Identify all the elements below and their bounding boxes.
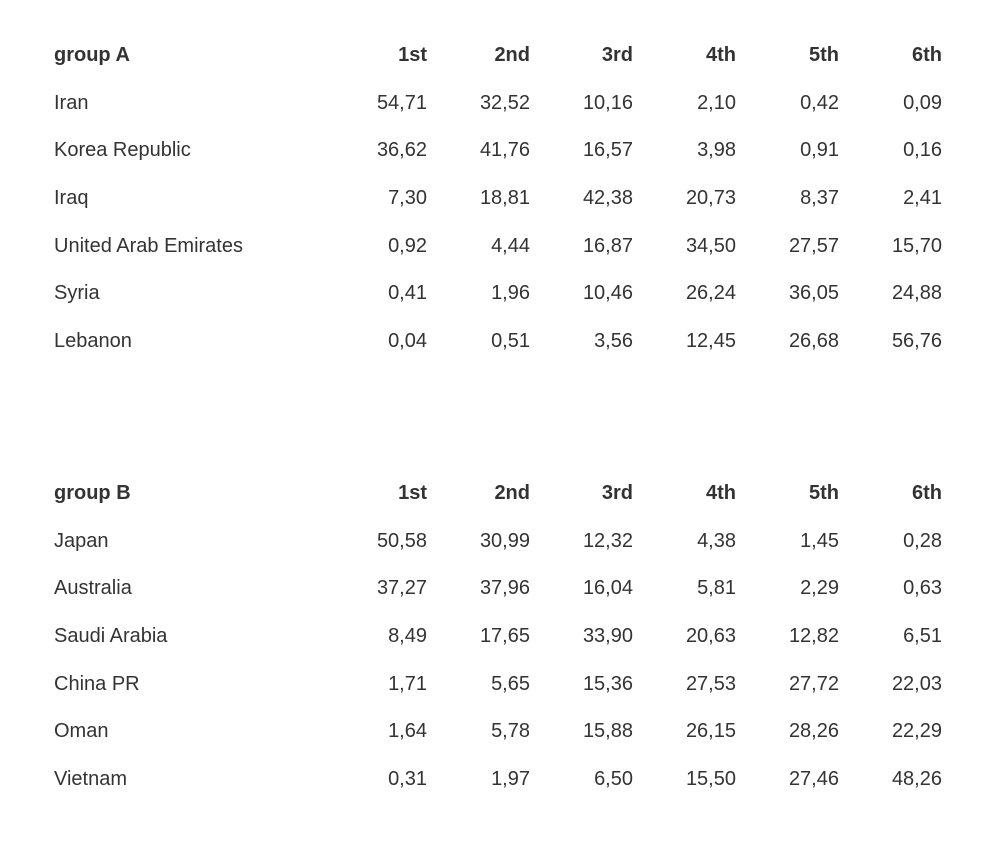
- value-cell: 0,31: [388, 767, 427, 790]
- value-cell: 8,37: [800, 187, 839, 210]
- column-header-4th: 4th: [706, 44, 736, 67]
- value-cell: 27,57: [788, 234, 839, 257]
- group-b-table: [44, 470, 942, 803]
- group-title: group A: [54, 44, 130, 67]
- table-row: [44, 175, 942, 223]
- value-cell: 0,04: [388, 329, 427, 352]
- value-cell: 1,64: [388, 720, 427, 743]
- value-cell: 15,50: [685, 767, 736, 790]
- value-cell: 30,99: [479, 529, 530, 552]
- table-row: [44, 660, 942, 708]
- table-row: [44, 613, 942, 661]
- column-header-1st: 1st: [398, 482, 427, 505]
- header-row: [44, 470, 942, 518]
- value-cell: 22,29: [891, 720, 942, 743]
- value-cell: 2,10: [697, 91, 736, 114]
- value-cell: 54,71: [376, 91, 427, 114]
- column-header-5th: 5th: [809, 44, 839, 67]
- value-cell: 0,42: [800, 91, 839, 114]
- column-header-1st: 1st: [398, 44, 427, 67]
- team-name: Vietnam: [54, 767, 128, 790]
- value-cell: 26,68: [788, 329, 839, 352]
- table-row: [44, 318, 942, 366]
- team-name: Iran: [54, 91, 89, 114]
- value-cell: 3,56: [594, 329, 633, 352]
- value-cell: 0,91: [800, 139, 839, 162]
- team-name: Australia: [54, 577, 132, 600]
- team-name: Korea Republic: [54, 139, 191, 162]
- value-cell: 17,65: [479, 625, 530, 648]
- table-row: [44, 222, 942, 270]
- team-name: Saudi Arabia: [54, 625, 168, 648]
- value-cell: 10,16: [582, 91, 633, 114]
- table-row: [44, 270, 942, 318]
- value-cell: 16,87: [582, 234, 633, 257]
- value-cell: 0,92: [388, 234, 427, 257]
- value-cell: 20,73: [685, 187, 736, 210]
- value-cell: 48,26: [891, 767, 942, 790]
- table-row: [44, 518, 942, 566]
- value-cell: 37,96: [479, 577, 530, 600]
- value-cell: 28,26: [788, 720, 839, 743]
- value-cell: 56,76: [891, 329, 942, 352]
- value-cell: 41,76: [479, 139, 530, 162]
- value-cell: 34,50: [685, 234, 736, 257]
- value-cell: 50,58: [376, 529, 427, 552]
- value-cell: 6,51: [903, 625, 942, 648]
- value-cell: 36,62: [376, 139, 427, 162]
- value-cell: 0,51: [491, 329, 530, 352]
- value-cell: 1,96: [491, 282, 530, 305]
- group-title: group B: [54, 482, 131, 505]
- value-cell: 5,81: [697, 577, 736, 600]
- value-cell: 7,30: [388, 187, 427, 210]
- table-row: [44, 756, 942, 804]
- value-cell: 15,70: [891, 234, 942, 257]
- value-cell: 16,57: [582, 139, 633, 162]
- value-cell: 36,05: [788, 282, 839, 305]
- header-row: [44, 32, 942, 80]
- column-header-3rd: 3rd: [601, 44, 633, 67]
- value-cell: 12,45: [685, 329, 736, 352]
- value-cell: 27,72: [788, 672, 839, 695]
- team-name: Lebanon: [54, 329, 132, 352]
- value-cell: 12,82: [788, 625, 839, 648]
- table-row: [44, 708, 942, 756]
- team-name: Japan: [54, 529, 109, 552]
- team-name: United Arab Emirates: [54, 234, 243, 257]
- value-cell: 5,78: [491, 720, 530, 743]
- column-header-2nd: 2nd: [494, 482, 530, 505]
- column-header-6th: 6th: [912, 44, 942, 67]
- value-cell: 32,52: [479, 91, 530, 114]
- column-header-2nd: 2nd: [494, 44, 530, 67]
- column-header-4th: 4th: [706, 482, 736, 505]
- value-cell: 26,15: [685, 720, 736, 743]
- value-cell: 27,53: [685, 672, 736, 695]
- value-cell: 10,46: [582, 282, 633, 305]
- value-cell: 24,88: [891, 282, 942, 305]
- value-cell: 22,03: [891, 672, 942, 695]
- value-cell: 4,38: [697, 529, 736, 552]
- value-cell: 15,88: [582, 720, 633, 743]
- value-cell: 42,38: [582, 187, 633, 210]
- team-name: China PR: [54, 672, 140, 695]
- value-cell: 27,46: [788, 767, 839, 790]
- value-cell: 3,98: [697, 139, 736, 162]
- value-cell: 33,90: [582, 625, 633, 648]
- value-cell: 20,63: [685, 625, 736, 648]
- value-cell: 0,63: [903, 577, 942, 600]
- value-cell: 2,29: [800, 577, 839, 600]
- value-cell: 0,16: [903, 139, 942, 162]
- value-cell: 37,27: [376, 577, 427, 600]
- value-cell: 1,45: [800, 529, 839, 552]
- column-header-3rd: 3rd: [601, 482, 633, 505]
- table-row: [44, 565, 942, 613]
- column-header-5th: 5th: [809, 482, 839, 505]
- value-cell: 6,50: [594, 767, 633, 790]
- table-row: [44, 127, 942, 175]
- value-cell: 2,41: [903, 187, 942, 210]
- value-cell: 12,32: [582, 529, 633, 552]
- value-cell: 1,71: [388, 672, 427, 695]
- value-cell: 15,36: [582, 672, 633, 695]
- value-cell: 5,65: [491, 672, 530, 695]
- value-cell: 18,81: [479, 187, 530, 210]
- value-cell: 16,04: [582, 577, 633, 600]
- team-name: Oman: [54, 720, 109, 743]
- value-cell: 1,97: [491, 767, 530, 790]
- value-cell: 0,28: [903, 529, 942, 552]
- table-row: [44, 80, 942, 128]
- group-a-table: [44, 32, 942, 365]
- column-header-6th: 6th: [912, 482, 942, 505]
- value-cell: 26,24: [685, 282, 736, 305]
- value-cell: 0,09: [903, 91, 942, 114]
- value-cell: 0,41: [388, 282, 427, 305]
- value-cell: 4,44: [491, 234, 530, 257]
- value-cell: 8,49: [388, 625, 427, 648]
- team-name: Syria: [54, 282, 100, 305]
- team-name: Iraq: [54, 187, 89, 210]
